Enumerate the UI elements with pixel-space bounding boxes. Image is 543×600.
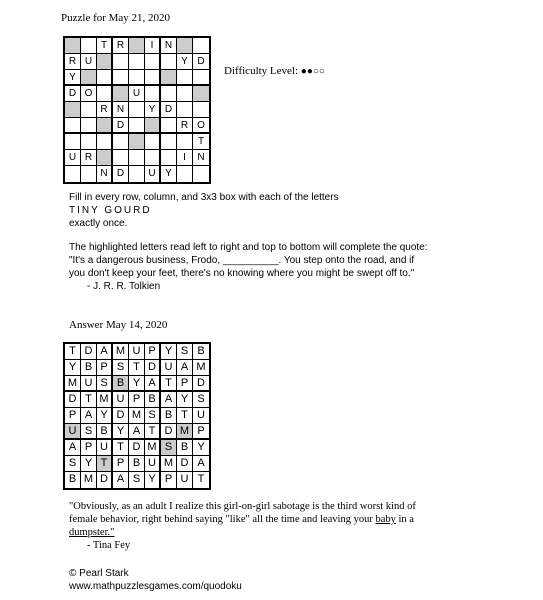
answer-title: Answer May 14, 2020: [69, 319, 168, 331]
puzzle-cell[interactable]: N: [193, 150, 209, 166]
puzzle-cell[interactable]: R: [177, 118, 193, 134]
answer-cell: A: [177, 360, 193, 376]
puzzle-cell[interactable]: Y: [65, 70, 81, 86]
answer-cell: U: [129, 344, 145, 360]
puzzle-cell[interactable]: [65, 118, 81, 134]
puzzle-cell[interactable]: N: [161, 38, 177, 54]
answer-cell: S: [177, 344, 193, 360]
puzzle-cell[interactable]: [129, 70, 145, 86]
instructions-line: exactly once.: [69, 218, 128, 229]
answer-cell: A: [129, 424, 145, 440]
puzzle-cell[interactable]: D: [193, 54, 209, 70]
answer-cell: P: [97, 360, 113, 376]
puzzle-cell[interactable]: [145, 70, 161, 86]
puzzle-cell[interactable]: O: [193, 118, 209, 134]
puzzle-cell[interactable]: [161, 118, 177, 134]
answer-cell: A: [97, 344, 113, 360]
answer-cell: B: [129, 456, 145, 472]
puzzle-cell[interactable]: D: [113, 118, 129, 134]
difficulty-level: [224, 65, 325, 77]
puzzle-cell[interactable]: Y: [177, 54, 193, 70]
answer-cell: B: [193, 344, 209, 360]
answer-cell: A: [113, 472, 129, 488]
puzzle-cell[interactable]: R: [113, 38, 129, 54]
puzzle-cell[interactable]: [129, 134, 145, 150]
answer-cell: Y: [129, 376, 145, 392]
answer-quote-text: female behavior, right behind saying "like" all the time and leaving your: [69, 514, 376, 525]
answer-cell: P: [81, 440, 97, 456]
answer-quote-line: dumpster.": [69, 527, 115, 538]
answer-quote-underlined-word: baby: [375, 514, 396, 525]
puzzle-cell[interactable]: [113, 150, 129, 166]
puzzle-cell[interactable]: R: [81, 150, 97, 166]
instructions: [69, 191, 339, 230]
answer-cell: D: [193, 376, 209, 392]
answer-cell: T: [193, 472, 209, 488]
answer-cell: M: [81, 472, 97, 488]
puzzle-cell[interactable]: [81, 166, 97, 182]
puzzle-cell[interactable]: U: [65, 150, 81, 166]
answer-cell: T: [113, 440, 129, 456]
puzzle-cell[interactable]: [145, 54, 161, 70]
answer-cell: S: [65, 456, 81, 472]
puzzle-cell[interactable]: [97, 118, 113, 134]
answer-cell: B: [65, 472, 81, 488]
answer-cell: S: [81, 424, 97, 440]
footer: [69, 567, 242, 593]
puzzle-cell[interactable]: [161, 70, 177, 86]
answer-cell: M: [177, 424, 193, 440]
puzzle-cell[interactable]: [113, 86, 129, 102]
puzzle-cell[interactable]: [81, 102, 97, 118]
puzzle-cell[interactable]: [129, 54, 145, 70]
puzzle-cell[interactable]: [177, 134, 193, 150]
puzzle-cell[interactable]: [161, 86, 177, 102]
puzzle-cell[interactable]: [129, 118, 145, 134]
puzzle-cell[interactable]: [65, 102, 81, 118]
puzzle-cell[interactable]: [113, 134, 129, 150]
answer-cell: A: [161, 392, 177, 408]
puzzle-cell[interactable]: [177, 70, 193, 86]
answer-cell: A: [81, 408, 97, 424]
puzzle-cell[interactable]: [129, 38, 145, 54]
puzzle-cell[interactable]: [193, 102, 209, 118]
answer-cell: D: [129, 440, 145, 456]
puzzle-cell[interactable]: [97, 86, 113, 102]
answer-cell: Y: [145, 472, 161, 488]
answer-cell: A: [193, 456, 209, 472]
answer-cell: P: [177, 376, 193, 392]
instructions-line: Fill in every row, column, and 3x3 box with each of the letters: [69, 192, 339, 203]
answer-cell: Y: [161, 344, 177, 360]
puzzle-grid: [63, 36, 211, 184]
quote-clue-line: The highlighted letters read left to right and top to bottom will complete the quote:: [69, 242, 428, 253]
puzzle-cell[interactable]: U: [81, 54, 97, 70]
puzzle-cell[interactable]: [177, 86, 193, 102]
puzzle-cell[interactable]: D: [65, 86, 81, 102]
answer-cell: T: [145, 424, 161, 440]
answer-cell: M: [161, 456, 177, 472]
puzzle-cell[interactable]: D: [161, 102, 177, 118]
puzzle-cell[interactable]: Y: [161, 166, 177, 182]
answer-cell: U: [161, 360, 177, 376]
quote-clue: [69, 241, 428, 293]
answer-cell: D: [65, 392, 81, 408]
puzzle-cell[interactable]: [65, 166, 81, 182]
puzzle-cell[interactable]: [161, 54, 177, 70]
answer-cell: B: [113, 376, 129, 392]
answer-cell: B: [161, 408, 177, 424]
answer-cell: Y: [177, 392, 193, 408]
puzzle-cell[interactable]: U: [129, 86, 145, 102]
puzzle-cell[interactable]: T: [193, 134, 209, 150]
answer-cell: Y: [97, 408, 113, 424]
puzzle-cell[interactable]: [193, 86, 209, 102]
puzzle-cell[interactable]: N: [113, 102, 129, 118]
answer-cell: S: [97, 376, 113, 392]
puzzle-cell[interactable]: [81, 70, 97, 86]
puzzle-title: Puzzle for May 21, 2020: [61, 12, 171, 24]
puzzle-cell[interactable]: [161, 134, 177, 150]
puzzle-cell[interactable]: [193, 38, 209, 54]
puzzle-cell[interactable]: O: [81, 86, 97, 102]
answer-cell: A: [65, 440, 81, 456]
puzzle-cell[interactable]: [145, 86, 161, 102]
answer-cell: D: [113, 408, 129, 424]
answer-cell: M: [145, 440, 161, 456]
answer-cell: P: [145, 344, 161, 360]
answer-cell: P: [65, 408, 81, 424]
answer-quote: [69, 500, 416, 552]
answer-cell: U: [113, 392, 129, 408]
puzzle-cell[interactable]: [145, 134, 161, 150]
answer-cell: U: [177, 472, 193, 488]
difficulty-label: Difficulty Level:: [224, 65, 299, 77]
answer-cell: T: [161, 376, 177, 392]
answer-cell: Y: [81, 456, 97, 472]
answer-cell: B: [145, 392, 161, 408]
puzzle-cell[interactable]: [97, 150, 113, 166]
answer-cell: S: [129, 472, 145, 488]
answer-cell: S: [193, 392, 209, 408]
puzzle-cell[interactable]: [193, 166, 209, 182]
answer-cell: S: [113, 360, 129, 376]
answer-cell: B: [97, 424, 113, 440]
puzzle-cell[interactable]: [97, 54, 113, 70]
puzzle-cell[interactable]: [145, 150, 161, 166]
answer-cell: B: [81, 360, 97, 376]
answer-cell: D: [145, 360, 161, 376]
puzzle-cell[interactable]: [177, 38, 193, 54]
answer-cell: D: [81, 344, 97, 360]
answer-cell: U: [65, 424, 81, 440]
answer-cell: D: [161, 424, 177, 440]
answer-cell: T: [129, 360, 145, 376]
answer-cell: U: [145, 456, 161, 472]
puzzle-cell[interactable]: [113, 70, 129, 86]
puzzle-cell[interactable]: [145, 118, 161, 134]
answer-cell: U: [81, 376, 97, 392]
puzzle-cell[interactable]: N: [97, 166, 113, 182]
puzzle-cell[interactable]: R: [97, 102, 113, 118]
answer-cell: P: [113, 456, 129, 472]
puzzle-cell[interactable]: [65, 38, 81, 54]
answer-cell: U: [193, 408, 209, 424]
puzzle-cell[interactable]: [129, 102, 145, 118]
puzzle-cell[interactable]: [129, 150, 145, 166]
puzzle-cell[interactable]: D: [113, 166, 129, 182]
puzzle-cell[interactable]: R: [65, 54, 81, 70]
quote-clue-author: - J. R. R. Tolkien: [87, 281, 161, 292]
puzzle-cell[interactable]: I: [145, 38, 161, 54]
puzzle-cell[interactable]: [177, 166, 193, 182]
answer-cell: S: [161, 440, 177, 456]
puzzle-cell[interactable]: [97, 134, 113, 150]
puzzle-cell[interactable]: [113, 54, 129, 70]
answer-cell: P: [193, 424, 209, 440]
quote-clue-line: "It's a dangerous business, Frodo, __________. You step onto the road, and if: [69, 255, 415, 266]
puzzle-cell[interactable]: [161, 150, 177, 166]
answer-cell: M: [129, 408, 145, 424]
quote-clue-line: you don't keep your feet, there's no knowing where you might be swept off to.": [69, 268, 415, 279]
puzzle-cell[interactable]: [81, 118, 97, 134]
answer-cell: Y: [113, 424, 129, 440]
puzzle-cell[interactable]: [129, 166, 145, 182]
answer-cell: P: [161, 472, 177, 488]
answer-cell: D: [177, 456, 193, 472]
answer-cell: Y: [65, 360, 81, 376]
answer-quote-line: [69, 513, 416, 526]
answer-cell: T: [81, 392, 97, 408]
instructions-letters: TINY GOURD: [69, 205, 152, 216]
answer-cell: B: [177, 440, 193, 456]
puzzle-cell[interactable]: [193, 70, 209, 86]
answer-cell: T: [97, 456, 113, 472]
answer-cell: M: [113, 344, 129, 360]
puzzle-cell[interactable]: U: [145, 166, 161, 182]
answer-cell: U: [97, 440, 113, 456]
puzzle-cell[interactable]: [81, 134, 97, 150]
puzzle-cell[interactable]: [81, 38, 97, 54]
answer-cell: T: [65, 344, 81, 360]
puzzle-cell[interactable]: I: [177, 150, 193, 166]
answer-cell: M: [65, 376, 81, 392]
answer-cell: D: [97, 472, 113, 488]
answer-cell: Y: [193, 440, 209, 456]
puzzle-cell[interactable]: [65, 134, 81, 150]
difficulty-dots: ●●○○: [300, 66, 325, 77]
answer-cell: S: [145, 408, 161, 424]
answer-grid: [63, 342, 211, 490]
answer-cell: A: [145, 376, 161, 392]
answer-quote-author: - Tina Fey: [87, 540, 131, 551]
answer-cell: M: [97, 392, 113, 408]
answer-cell: P: [129, 392, 145, 408]
puzzle-cell[interactable]: Y: [145, 102, 161, 118]
answer-cell: M: [193, 360, 209, 376]
answer-quote-text: in a: [395, 514, 414, 525]
answer-cell: T: [177, 408, 193, 424]
puzzle-cell[interactable]: [177, 102, 193, 118]
puzzle-cell[interactable]: [97, 70, 113, 86]
answer-quote-line: "Obviously, as an adult I realize this girl-on-girl sabotage is the third worst kind of: [69, 501, 416, 512]
puzzle-cell[interactable]: T: [97, 38, 113, 54]
website-url[interactable]: www.mathpuzzlesgames.com/quodoku: [69, 581, 242, 592]
copyright: © Pearl Stark: [69, 568, 129, 579]
